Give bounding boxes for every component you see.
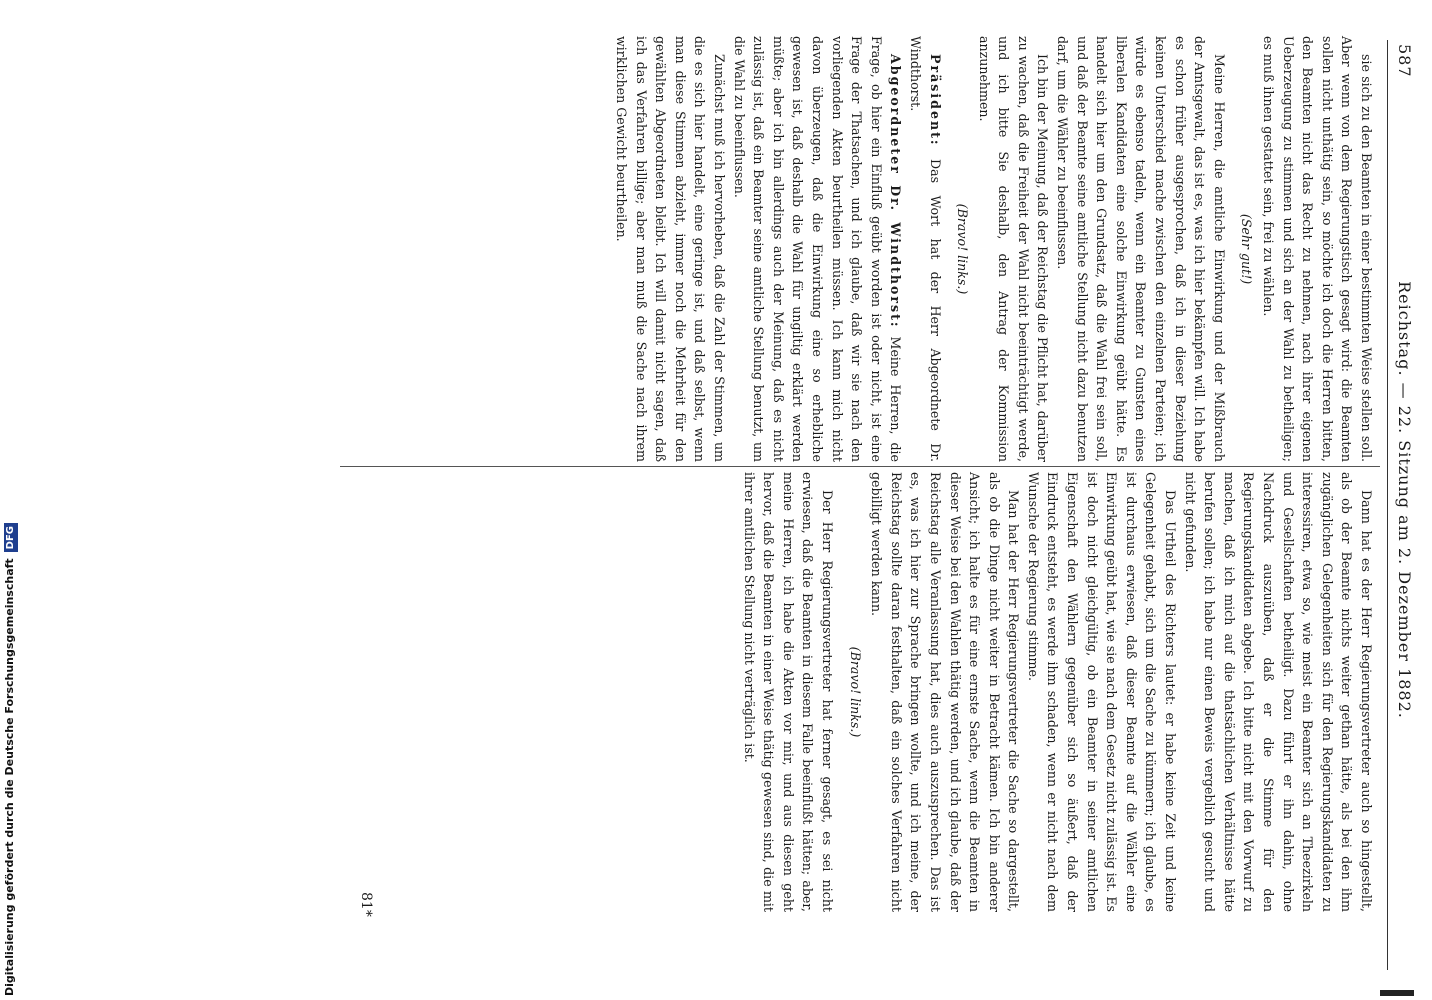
paragraph: Der Herr Regierungsvertreter hat ferner gesagt, es sei nicht erwiesen, daß die Beamten in diesem Falle beeinflußt hätten; aber, meine Herren, ich habe die Akten vor mir, und aus diesen geht hervor, daß die Beamten in einer Weise thätig gewesen sind, die mit ihrer amtlichen Stellung nicht verträglich ist. — [741, 472, 835, 912]
paragraph: sie sich zu den Beamten in einer bestimmten Weise stellen soll. Aber wenn von dem Regierungstisch gesagt wird: die Beamten sollen nicht unthätig sein, so möchte ich doch die Herren bitten, den Beamten nicht das Recht zu nehmen, nach ihrer eigenen Ueberzeugung zu stimmen und sich an der Wahl zu betheiligen; es muß ihnen gestattet sein, frei zu wählen. — [1261, 36, 1374, 462]
interjection: (Sehr gut!) — [1239, 213, 1255, 285]
column-divider — [340, 466, 1380, 467]
paragraph: Man hat der Herr Regierungsvertreter die Sache so dargestellt, als ob die Dinge nicht weiter in Betracht kämen. Ich bin anderer Ansicht; ich halte es für eine ernste Sache, wenn die Beamten in dieser Weise bei den Wahlen thätig werden, und ich glaube, daß der Reichstag alle Veranlassung hat, dies auch auszusprechen. Das ist es, was ich hier zur Sprache bringen wollte, und ich meine, der Reichstag sollte daran festhalten, daß ein solches Verfahren nicht gebilligt werden kann. — [869, 472, 1022, 912]
applause-note: (Bravo! links.) — [955, 203, 971, 295]
statement-text: Das Wort hat der Herr Abgeordnete Dr. Windthorst. — [907, 36, 943, 462]
paragraph: Ich bin der Meinung, daß der Reichstag die Pflicht hat, darüber zu wachen, daß die Freiheit der Wahl nicht beeinträchtigt werde, und ich bitte Sie deshalb, den Antrag der Kommission anzunehmen. — [976, 36, 1051, 463]
second-column — [611, 36, 1376, 462]
header-rule — [1387, 40, 1388, 970]
running-head: Reichstag. — 22. Sitzung am 2. Dezember 1882. — [1395, 281, 1414, 719]
speaker-label: Abgeordneter Dr. Windthorst: — [888, 54, 904, 329]
paragraph: Das Urtheil des Richters lautet: er habe keine Zeit und keine Gelegenheit gehabt, sich um die Sache zu kümmern; ich glaube, es ist durchaus erwiesen, daß dieser Beamte auf die Wähler eine Einwirkung geübt hat, wie sie nach dem Gesetz nicht zulässig ist. Es ist doch nicht gleichgültig, ob ein Beamter in seiner amtlichen Eigenschaft den Wählern gegenüber sich so äußert, daß der Eindruck entsteht, es werde ihm schaden, wenn er nicht nach dem Wunsche der Regierung stimme. — [1025, 472, 1179, 912]
signature-mark: 81* — [358, 892, 374, 917]
digitization-credit-label: Digitalisierung gefördert durch die Deutsche Forschungsgemeinschaft — [3, 558, 16, 996]
statement-text: Meine Herren, die Frage, ob hier ein Einfluß geübt worden ist oder nicht, ist eine Frage der Thatsachen, und ich glaube, daß wir sie nach den vorliegenden Akten beurtheilen müssen. Ich kann mich nicht davon überzeugen, daß die Einwirkung eine so erhebliche gewesen ist, daß deshalb die Wahl für ungiltig erklärt werden müßte; aber ich bin allerdings auch der Meinung, daß es nicht zulässig ist, daß ein Beamter seine amtliche Stellung benutzt, um die Wahl zu beeinflussen. — [731, 36, 904, 462]
paragraph: Dann hat es der Herr Regierungsvertreter auch so hingestellt, als ob der Beamte nichts weiter gethan hätte, als bei den ihm zugänglichen Gelegenheiten sich für den Regierungskandidaten zu interessiren, etwa so, wie meist ein Beamter sich an Theezirkeln und Gesellschaften betheiligt. Dazu führt er ihn dahin, ohne Nachdruck auszuüben, daß er die Stimme für den Regierungskandidaten abgebe. Ich bitte nicht mit den Vorwurf zu machen, daß ich mich auf die thatsächlichen Verhältnisse hätte berufen sollen; ich habe nur einen Beweis vergeblich gesucht und nicht gefunden. — [1182, 472, 1374, 912]
page-header — [1388, 0, 1414, 1000]
paragraph: Zunächst muß ich hervorheben, daß die Zahl der Stimmen, um die es sich hier handelt, eine geringe ist, und daß selbst, wenn man diese Stimmen abzieht, immer noch die Mehrheit für den gewählten Abgeordneten bleibt. Ich will damit nicht sagen, daß ich das Verfahren billige; aber man muß die Sache nach ihrem wirklichen Gewicht beurtheilen. — [614, 36, 727, 462]
speaker-label: Präsident: — [927, 54, 943, 147]
dfg-logo: DFG — [4, 523, 18, 552]
windthorst-statement — [729, 36, 905, 462]
first-column — [739, 472, 1376, 912]
scan-corner-mark — [1380, 990, 1414, 996]
paragraph: Meine Herren, die amtliche Einwirkung und der Mißbrauch der Amtsgewalt, das ist es, was ich hier bekämpfen will. Ich habe es schon früher ausgesprochen, daß ich in dieser Beziehung keinen Unterschied mache zwischen den einzelnen Parteien; ich würde es ebenso tadeln, wenn ein Beamter zu Gunsten eines liberalen Kandidaten eine solche Einwirkung geübt hätte. Es handelt sich hier um den Grundsatz, daß die Wahl frei sein soll, und daß der Beamte seine amtliche Stellung nicht dazu benutzen darf, um die Wähler zu beeinflussen. — [1055, 36, 1227, 462]
president-statement — [905, 36, 944, 462]
page-number: 587 — [1395, 44, 1414, 78]
applause-note: (Bravo! links.) — [847, 646, 863, 738]
